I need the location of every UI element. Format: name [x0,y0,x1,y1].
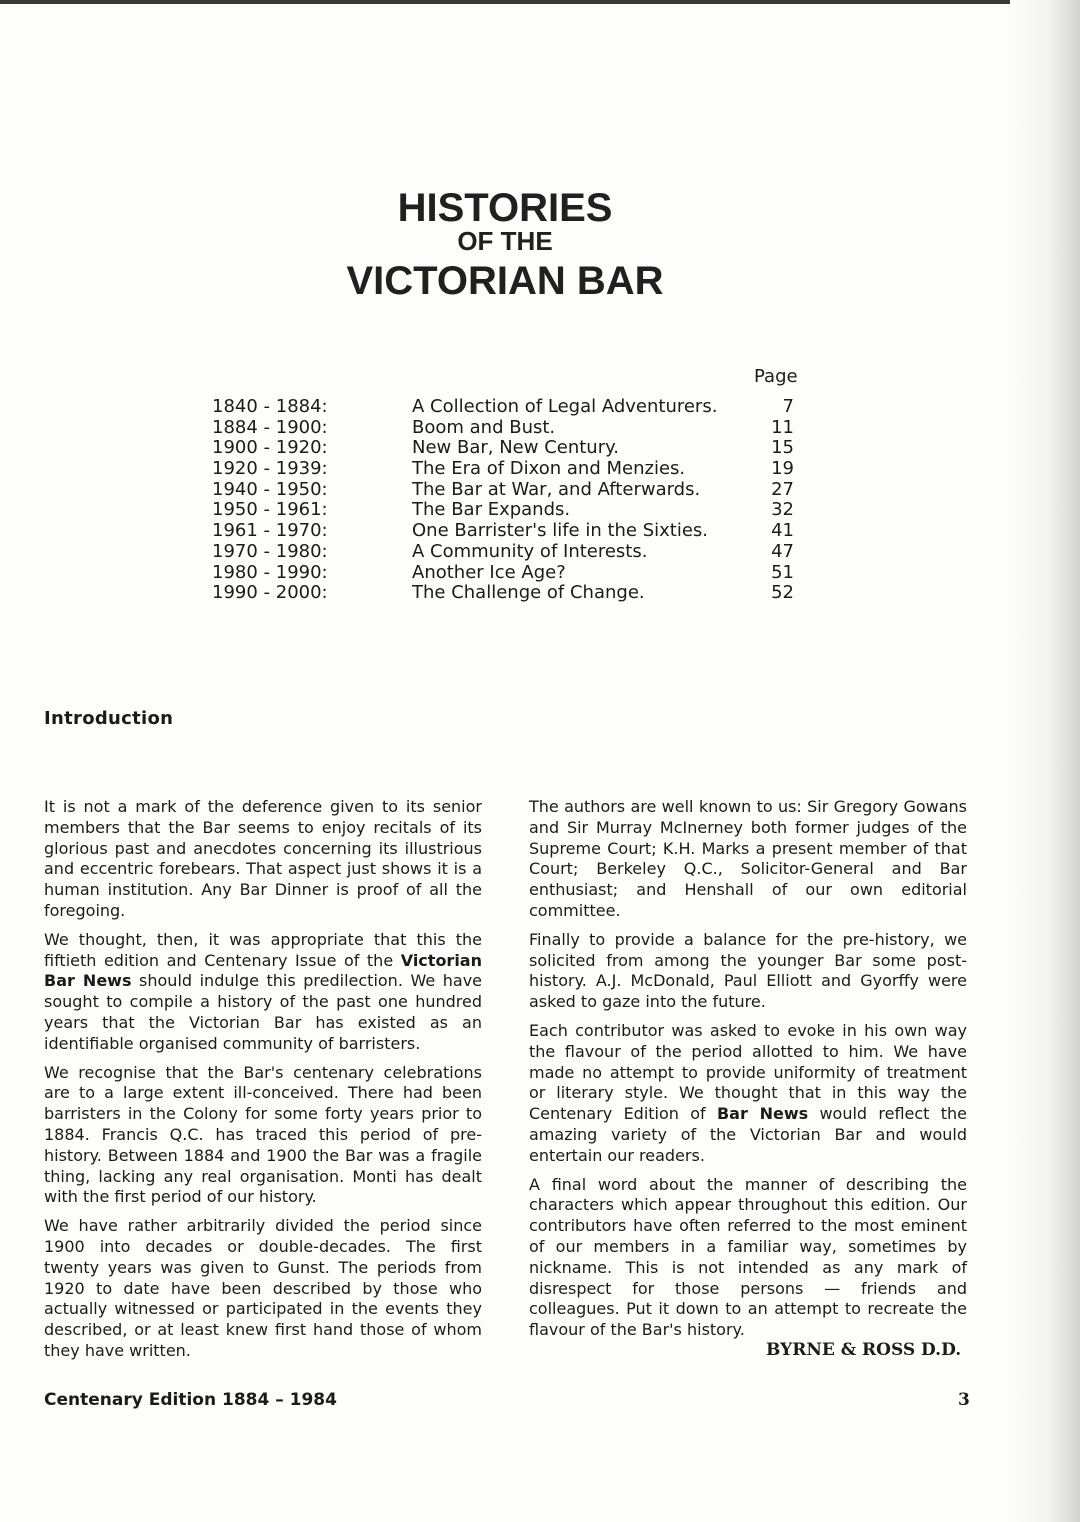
toc-dates: 1884 - 1900: [212,416,328,438]
toc-dates: 1990 - 2000: [212,582,328,604]
toc-page-number: 51 [771,561,794,583]
toc-page-number: 52 [771,582,794,604]
intro-paragraph-3: We recognise that the Bar's centenary celebrations are to a large extent ill-conceived. There had been barristers in the Colony for some forty years prior to 1884. Francis Q.C. has traced this period of pre-history. Between 1884 and 1900 the Bar was a fragile thing, lacking any real organisation. Monti has dealt with the first period of our history. [44,1062,482,1207]
toc-dates: 1840 - 1884: [212,396,328,417]
toc-dates: 1940 - 1950: [212,478,328,500]
toc-entry [212,437,812,458]
toc-page-number: 27 [771,478,794,500]
toc-chapter-title: Another Ice Age? [412,561,566,583]
introduction-heading: Introduction [44,708,174,729]
toc-chapter-title: A Community of Interests. [412,540,648,562]
toc-dates: 1920 - 1939: [212,458,328,480]
publication-name: Victorian Bar News [44,950,482,991]
page-edge-shadow [1010,0,1080,1522]
author-signature: BYRNE & ROSS D.D. [766,1340,962,1360]
toc-chapter-title: A Collection of Legal Adventurers. [412,396,718,417]
title-line-2: OF THE [457,226,553,256]
toc-entry [212,417,812,438]
toc-page-number: 15 [771,437,794,459]
toc-dates: 1980 - 1990: [212,561,328,583]
toc-entry [212,458,812,479]
intro-paragraph-6: Finally to provide a balance for the pre-history, we solicited from among the younger Bar some post-history. A.J. McDonald, Paul Elliott and Gyorffy were asked to gaze into the future. [529,929,967,1012]
title-line-3: VICTORIAN BAR [346,259,664,303]
toc-dates: 1961 - 1970: [212,520,328,542]
toc-entry [212,541,812,562]
intro-column-left [44,797,482,1370]
toc-chapter-title: The Era of Dixon and Menzies. [412,458,686,480]
toc-page-number: 19 [771,458,794,480]
toc-entry [212,562,812,583]
toc-page-number: 47 [771,540,794,562]
toc-chapter-title: One Barrister's life in the Sixties. [412,520,709,542]
toc-entry [212,396,812,417]
toc-page-number: 32 [771,499,794,521]
toc-page-number: 41 [771,520,794,542]
intro-column-right [529,797,967,1349]
toc-chapter-title: The Bar at War, and Afterwards. [412,478,701,500]
toc-entry [212,520,812,541]
toc-entry [212,479,812,500]
toc-entry [212,499,812,520]
toc-page-number: 11 [771,416,794,438]
toc-entry [212,582,812,603]
toc-page-label: Page [754,366,798,387]
toc-dates: 1970 - 1980: [212,540,328,562]
title-line-1: HISTORIES [397,186,613,230]
intro-paragraph-2: We thought, then, it was appropriate that this the fiftieth edition and Centenary Issue of the Victorian Bar News should indulge this predilection. We have sought to compile a history of the past one hundred years that the Victorian Bar has existed as an identifiable organised community of barristers. [44,929,483,1053]
intro-paragraph-5: The authors are well known to us: Sir Gregory Gowans and Sir Murray McInerney both former judges of the Supreme Court; K.H. Marks a present member of that Court; Berkeley Q.C., Solicitor-General and Bar enthusiast; and Henshall of our own editorial committee. [529,797,967,920]
toc-chapter-title: The Bar Expands. [412,499,571,521]
page-number: 3 [958,1390,970,1410]
intro-paragraph-7: Each contributor was asked to evoke in his own way the flavour of the period allotted to him. We have made no attempt to provide uniformity of treatment or literary style. We thought that in this way the Centenary Edition of Bar News would reflect the amazing variety of the Victorian Bar and would entertain our readers. [529,1020,968,1165]
toc-page-number: 7 [782,396,794,417]
toc-dates: 1900 - 1920: [212,437,328,459]
intro-paragraph-8: A final word about the manner of describing the characters which appear throughout this edition. Our contributors have often referred to the most eminent of our members in a familiar way, sometimes by nickname. This is not intended as any mark of disrespect for those persons — friends and colleagues. Put it down to an attempt to recreate the flavour of the Bar's history. [529,1174,967,1340]
footer-edition: Centenary Edition 1884 – 1984 [44,1390,337,1410]
toc-chapter-title: Boom and Bust. [412,416,556,438]
publication-name: Bar News [716,1104,809,1124]
intro-paragraph-4: We have rather arbitrarily divided the period since 1900 into decades or double-decades. The first twenty years was given to Gunst. The periods from 1920 to date have been described by those who actually witnessed or participated in the events they described, or at least knew first hand those of whom they have written. [44,1216,482,1360]
toc-dates: 1950 - 1961: [212,499,328,521]
intro-paragraph-1: It is not a mark of the deference given to its senior members that the Bar seems to enjoy recitals of its glorious past and anecdotes concerning its illustrious and eccentric forebears. That aspect just shows it is a human institution. Any Bar Dinner is proof of all the foregoing. [44,797,482,920]
toc-chapter-title: The Challenge of Change. [412,582,645,604]
toc-chapter-title: New Bar, New Century. [412,437,619,459]
top-edge-line [0,0,1080,4]
table-of-contents [212,396,812,603]
